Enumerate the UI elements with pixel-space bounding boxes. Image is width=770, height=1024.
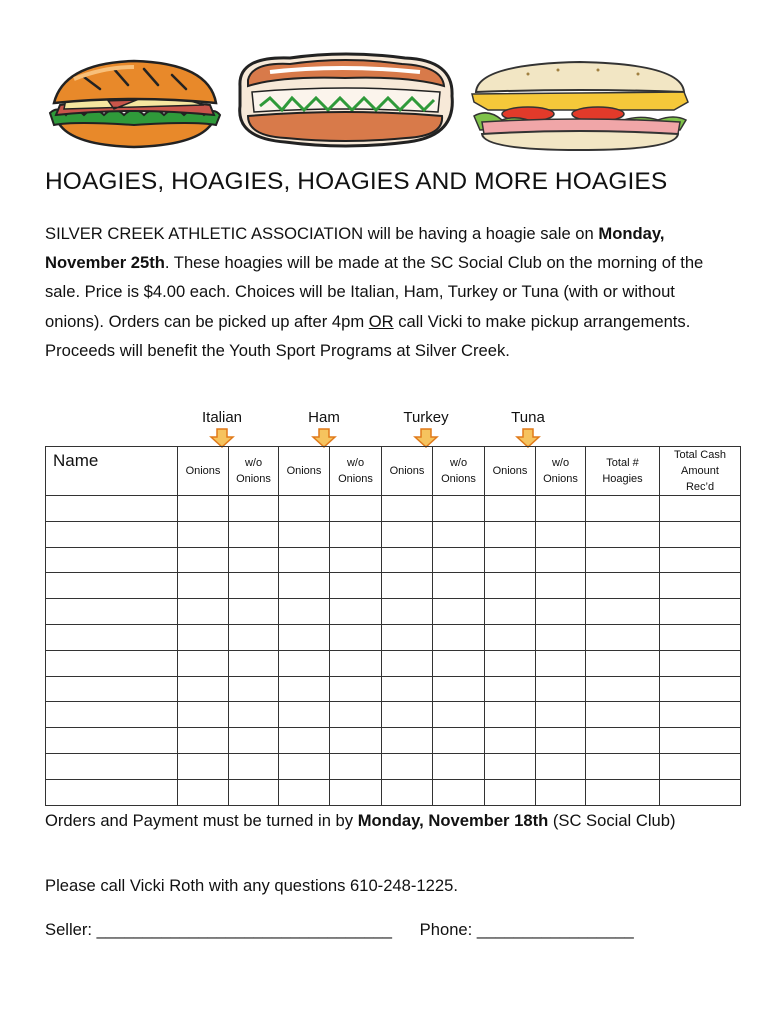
order-entry-cell[interactable] (660, 573, 741, 599)
deadline-note: Orders and Payment must be turned in by Monday, November 18th (SC Social Club) (45, 811, 676, 830)
order-entry-cell[interactable] (586, 779, 660, 805)
order-entry-cell[interactable] (229, 753, 279, 779)
table-row (46, 650, 741, 676)
page-title: HOAGIES, HOAGIES, HOAGIES AND MORE HOAGIES (45, 168, 668, 195)
table-row (46, 496, 741, 522)
order-entry-cell[interactable] (229, 496, 279, 522)
order-entry-cell[interactable] (660, 547, 741, 573)
order-entry-cell[interactable] (485, 676, 536, 702)
order-entry-cell[interactable] (586, 496, 660, 522)
table-header-row (46, 447, 741, 496)
name-entry-cell[interactable] (46, 624, 178, 650)
order-entry-cell[interactable] (279, 599, 330, 625)
order-entry-cell[interactable] (229, 779, 279, 805)
phone-field[interactable]: _________________ (476, 920, 634, 939)
total-hoagies-header: Total # Hoagies (586, 447, 660, 496)
name-entry-cell[interactable] (46, 779, 178, 805)
order-entry-cell[interactable] (660, 496, 741, 522)
order-entry-cell[interactable] (586, 702, 660, 728)
order-entry-cell[interactable] (485, 521, 536, 547)
order-entry-cell[interactable] (178, 728, 229, 754)
name-entry-cell[interactable] (46, 496, 178, 522)
turkey-without-onions-header: w/o Onions (433, 447, 485, 496)
table-row (46, 521, 741, 547)
order-entry-cell[interactable] (433, 521, 485, 547)
ham-without-onions-header: w/o Onions (330, 447, 382, 496)
seller-label: Seller: (45, 920, 93, 939)
order-entry-cell[interactable] (330, 521, 382, 547)
category-label-tuna: Tuna (511, 409, 545, 426)
order-entry-cell[interactable] (330, 573, 382, 599)
seller-phone-line (45, 920, 634, 940)
order-entry-cell[interactable] (330, 702, 382, 728)
deli-sandwich-icon (468, 58, 692, 154)
category-label-turkey: Turkey (403, 409, 449, 426)
name-entry-cell[interactable] (46, 547, 178, 573)
order-entry-cell[interactable] (382, 779, 433, 805)
order-entry-cell[interactable] (433, 624, 485, 650)
order-entry-cell[interactable] (330, 779, 382, 805)
order-entry-cell[interactable] (229, 676, 279, 702)
order-entry-cell[interactable] (433, 702, 485, 728)
table-row (46, 728, 741, 754)
order-entry-cell[interactable] (433, 676, 485, 702)
order-entry-cell[interactable] (433, 779, 485, 805)
order-entry-cell[interactable] (229, 624, 279, 650)
order-entry-cell[interactable] (279, 702, 330, 728)
order-entry-cell[interactable] (485, 496, 536, 522)
order-entry-cell[interactable] (536, 728, 586, 754)
table-row (46, 702, 741, 728)
hoagie-roll-icon (230, 46, 460, 156)
order-entry-cell[interactable] (586, 547, 660, 573)
order-entry-cell[interactable] (586, 573, 660, 599)
sale-date: Monday, November 25th (45, 224, 665, 273)
order-entry-cell[interactable] (279, 728, 330, 754)
order-entry-cell[interactable] (382, 547, 433, 573)
phone-label: Phone: (419, 920, 473, 939)
order-entry-cell[interactable] (660, 521, 741, 547)
order-entry-cell[interactable] (536, 779, 586, 805)
down-arrow-icon (413, 428, 439, 448)
order-entry-cell[interactable] (433, 728, 485, 754)
name-column-header: Name (46, 447, 178, 496)
turkey-onions-header: Onions (382, 447, 433, 496)
order-entry-cell[interactable] (178, 496, 229, 522)
ham-onions-header: Onions (279, 447, 330, 496)
order-entry-cell[interactable] (382, 728, 433, 754)
order-entry-cell[interactable] (229, 599, 279, 625)
order-entry-cell[interactable] (433, 573, 485, 599)
order-entry-cell[interactable] (279, 624, 330, 650)
order-entry-cell[interactable] (279, 753, 330, 779)
order-entry-cell[interactable] (536, 521, 586, 547)
intro-text-2: . These hoagies will be made at the SC Social Club on the morning of the sale. Price is $4.00 each. Choices will be Italian, Ham, Turkey or Tuna (with or without onions). Orders can be picked up after 4pm (45, 253, 704, 331)
order-entry-cell[interactable] (536, 676, 586, 702)
order-entry-cell[interactable] (279, 779, 330, 805)
order-entry-cell[interactable] (330, 496, 382, 522)
order-entry-cell[interactable] (178, 650, 229, 676)
name-entry-cell[interactable] (46, 599, 178, 625)
order-entry-cell[interactable] (229, 521, 279, 547)
order-entry-cell[interactable] (330, 624, 382, 650)
order-entry-cell[interactable] (229, 728, 279, 754)
order-entry-cell[interactable] (330, 753, 382, 779)
order-entry-cell[interactable] (485, 599, 536, 625)
order-entry-cell[interactable] (178, 573, 229, 599)
order-entry-cell[interactable] (178, 702, 229, 728)
name-entry-cell[interactable] (46, 676, 178, 702)
order-entry-cell[interactable] (536, 496, 586, 522)
name-entry-cell[interactable] (46, 573, 178, 599)
order-entry-cell[interactable] (660, 650, 741, 676)
order-entry-cell[interactable] (330, 676, 382, 702)
intro-text-1: SILVER CREEK ATHLETIC ASSOCIATION will be having a hoagie sale on (45, 224, 599, 243)
category-label-italian: Italian (201, 409, 243, 426)
order-entry-cell[interactable] (178, 624, 229, 650)
table-row (46, 676, 741, 702)
order-entry-cell[interactable] (536, 753, 586, 779)
order-entry-cell[interactable] (536, 573, 586, 599)
order-entry-cell[interactable] (660, 753, 741, 779)
order-entry-cell[interactable] (178, 547, 229, 573)
order-entry-cell[interactable] (178, 779, 229, 805)
order-entry-cell[interactable] (279, 521, 330, 547)
order-entry-cell[interactable] (382, 521, 433, 547)
order-entry-cell[interactable] (485, 650, 536, 676)
table-row (46, 547, 741, 573)
italian-onions-header: Onions (178, 447, 229, 496)
order-entry-cell[interactable] (485, 573, 536, 599)
order-entry-cell[interactable] (382, 650, 433, 676)
order-entry-cell[interactable] (178, 599, 229, 625)
order-entry-cell[interactable] (330, 599, 382, 625)
order-entry-cell[interactable] (382, 573, 433, 599)
italian-without-onions-header: w/o Onions (229, 447, 279, 496)
table-row (46, 779, 741, 805)
table-row (46, 624, 741, 650)
order-entry-cell[interactable] (178, 753, 229, 779)
name-entry-cell[interactable] (46, 650, 178, 676)
order-entry-cell[interactable] (660, 599, 741, 625)
order-entry-cell[interactable] (660, 779, 741, 805)
category-label-ham: Ham (308, 409, 340, 426)
down-arrow-icon (311, 428, 337, 448)
order-entry-cell[interactable] (279, 547, 330, 573)
order-entry-cell[interactable] (382, 702, 433, 728)
order-entry-cell[interactable] (382, 676, 433, 702)
name-entry-cell[interactable] (46, 753, 178, 779)
contact-note: Please call Vicki Roth with any questions 610-248-1225. (45, 876, 458, 895)
order-entry-cell[interactable] (485, 702, 536, 728)
order-entry-cell[interactable] (536, 547, 586, 573)
order-entry-cell[interactable] (485, 728, 536, 754)
order-entry-cell[interactable] (586, 650, 660, 676)
order-entry-cell[interactable] (586, 624, 660, 650)
order-entry-cell[interactable] (660, 728, 741, 754)
order-table (45, 446, 741, 806)
order-entry-cell[interactable] (536, 702, 586, 728)
seller-field[interactable]: ________________________________ (96, 920, 392, 939)
down-arrow-icon (209, 428, 235, 448)
order-entry-cell[interactable] (382, 753, 433, 779)
order-entry-cell[interactable] (279, 496, 330, 522)
deadline-date: Monday, November 18th (357, 811, 549, 830)
order-entry-cell[interactable] (660, 676, 741, 702)
order-entry-cell[interactable] (536, 650, 586, 676)
order-entry-cell[interactable] (433, 547, 485, 573)
order-entry-cell[interactable] (330, 728, 382, 754)
order-entry-cell[interactable] (382, 624, 433, 650)
order-entry-cell[interactable] (178, 676, 229, 702)
or-underlined: OR (368, 311, 394, 331)
order-entry-cell[interactable] (229, 573, 279, 599)
order-entry-cell[interactable] (660, 702, 741, 728)
order-rows (46, 496, 741, 806)
order-entry-cell[interactable] (229, 650, 279, 676)
table-row (46, 573, 741, 599)
order-entry-cell[interactable] (433, 753, 485, 779)
order-entry-cell[interactable] (536, 599, 586, 625)
down-arrow-icon (515, 428, 541, 448)
order-entry-cell[interactable] (279, 573, 330, 599)
order-entry-cell[interactable] (660, 624, 741, 650)
intro-text-3: call Vicki to make pickup arrangements. Proceeds will benefit the Youth Sport Programs at Silver Creek. (45, 311, 691, 360)
order-entry-cell[interactable] (178, 521, 229, 547)
order-entry-cell[interactable] (586, 676, 660, 702)
tuna-without-onions-header: w/o Onions (536, 447, 586, 496)
order-entry-cell[interactable] (433, 496, 485, 522)
sub-sandwich-icon (44, 55, 224, 153)
order-entry-cell[interactable] (229, 702, 279, 728)
order-entry-cell[interactable] (382, 599, 433, 625)
intro-paragraph (45, 219, 735, 365)
order-entry-cell[interactable] (485, 547, 536, 573)
order-entry-cell[interactable] (433, 599, 485, 625)
tuna-onions-header: Onions (485, 447, 536, 496)
order-entry-cell[interactable] (536, 624, 586, 650)
order-entry-cell[interactable] (279, 650, 330, 676)
name-entry-cell[interactable] (46, 521, 178, 547)
table-row (46, 599, 741, 625)
order-entry-cell[interactable] (485, 779, 536, 805)
order-entry-cell[interactable] (586, 599, 660, 625)
order-entry-cell[interactable] (485, 753, 536, 779)
order-entry-cell[interactable] (279, 676, 330, 702)
total-cash-header: Total Cash Amount Rec’d (660, 447, 741, 496)
order-entry-cell[interactable] (433, 650, 485, 676)
order-entry-cell[interactable] (586, 753, 660, 779)
order-entry-cell[interactable] (229, 547, 279, 573)
order-entry-cell[interactable] (485, 624, 536, 650)
order-entry-cell[interactable] (330, 650, 382, 676)
table-row (46, 753, 741, 779)
order-entry-cell[interactable] (382, 496, 433, 522)
order-entry-cell[interactable] (330, 547, 382, 573)
name-entry-cell[interactable] (46, 702, 178, 728)
order-entry-cell[interactable] (586, 728, 660, 754)
name-entry-cell[interactable] (46, 728, 178, 754)
order-entry-cell[interactable] (586, 521, 660, 547)
